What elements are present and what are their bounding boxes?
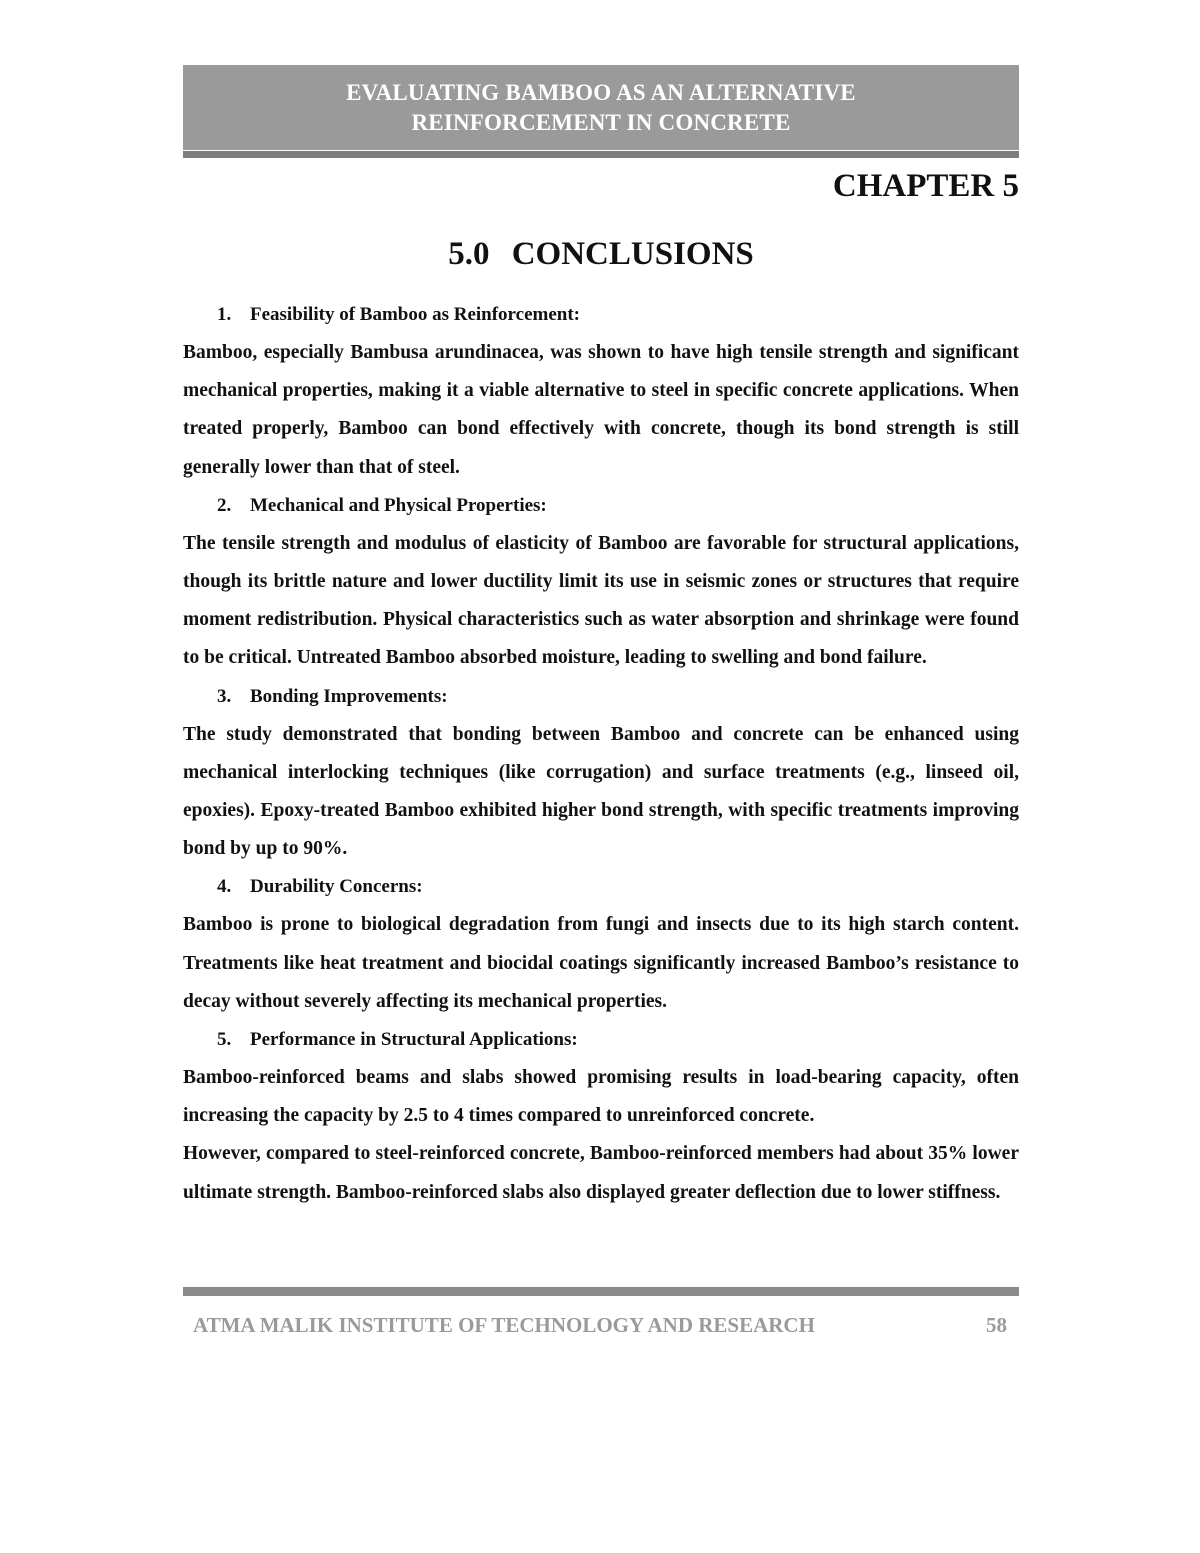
point-title: Bonding Improvements: xyxy=(250,685,448,707)
section-title xyxy=(183,231,1019,277)
conclusion-point xyxy=(183,868,1019,1021)
point-title: Performance in Structural Applications: xyxy=(250,1029,578,1051)
point-paragraph: Bamboo, especially Bambusa arundinacea, was shown to have high tensile strength and significant mechanical properties, making it a viable alternative to steel in specific concrete applications. When treated properly, Bamboo can bond effectively with concrete, though its bond strength is still generally lower than that of steel. xyxy=(183,342,1019,478)
conclusion-point xyxy=(183,678,1019,869)
header-divider xyxy=(183,151,1019,158)
point-title: Durability Concerns: xyxy=(250,876,423,898)
point-number: 3. xyxy=(217,685,232,707)
point-title: Feasibility of Bamboo as Reinforcement: xyxy=(250,304,580,325)
point-number: 5. xyxy=(217,1029,232,1051)
point-number: 1. xyxy=(217,304,232,325)
conclusion-point xyxy=(183,487,1019,678)
running-header xyxy=(183,65,1019,150)
point-paragraph: However, compared to steel-reinforced concrete, Bamboo-reinforced members had about 35% lower ultimate strength. Bamboo-reinforced slabs also displayed greater deflection due to lower stiffness. xyxy=(183,1143,1019,1203)
conclusions-body xyxy=(183,296,1019,1212)
conclusion-point xyxy=(183,1021,1019,1212)
header-title-line-1: EVALUATING BAMBOO AS AN ALTERNATIVE xyxy=(346,79,856,105)
point-heading xyxy=(183,678,1019,716)
footer-divider xyxy=(183,1287,1019,1296)
header-title-line-2: REINFORCEMENT IN CONCRETE xyxy=(411,109,791,135)
point-heading xyxy=(183,868,1019,906)
point-paragraph: Bamboo is prone to biological degradation from fungi and insects due to its high starch content. Treatments like heat treatment and biocidal coatings significantly increased Bamboo’s resistance to decay without severely affecting its mechanical properties. xyxy=(183,914,1019,1012)
page-number: 58 xyxy=(986,1313,1007,1337)
point-heading xyxy=(183,487,1019,525)
point-title: Mechanical and Physical Properties: xyxy=(250,494,547,516)
conclusion-point xyxy=(183,296,1019,487)
point-heading xyxy=(183,296,1019,334)
chapter-label: CHAPTER 5 xyxy=(832,168,1019,204)
section-heading: CONCLUSIONS xyxy=(511,236,754,272)
section-number: 5.0 xyxy=(448,236,490,272)
point-paragraph: The study demonstrated that bonding between Bamboo and concrete can be enhanced using mechanical interlocking techniques (like corrugation) and surface treatments (e.g., linseed oil, epoxies). Epoxy-treated Bamboo exhibited higher bond strength, with specific treatments improving bond by up to 90%. xyxy=(183,723,1019,860)
point-paragraph: Bamboo-reinforced beams and slabs showed promising results in load-bearing capacity, often increasing the capacity by 2.5 to 4 times compared to unreinforced concrete. xyxy=(183,1067,1019,1127)
point-heading xyxy=(183,1021,1019,1059)
point-paragraph: The tensile strength and modulus of elasticity of Bamboo are favorable for structural applications, though its brittle nature and lower ductility limit its use in seismic zones or structures that require moment redistribution. Physical characteristics such as water absorption and shrinkage were found to be critical. Untreated Bamboo absorbed moisture, leading to swelling and bond failure. xyxy=(183,532,1019,669)
point-number: 2. xyxy=(217,494,232,516)
footer-institute-name: ATMA MALIK INSTITUTE OF TECHNOLOGY AND RESEARCH xyxy=(193,1313,815,1337)
point-number: 4. xyxy=(217,876,232,898)
